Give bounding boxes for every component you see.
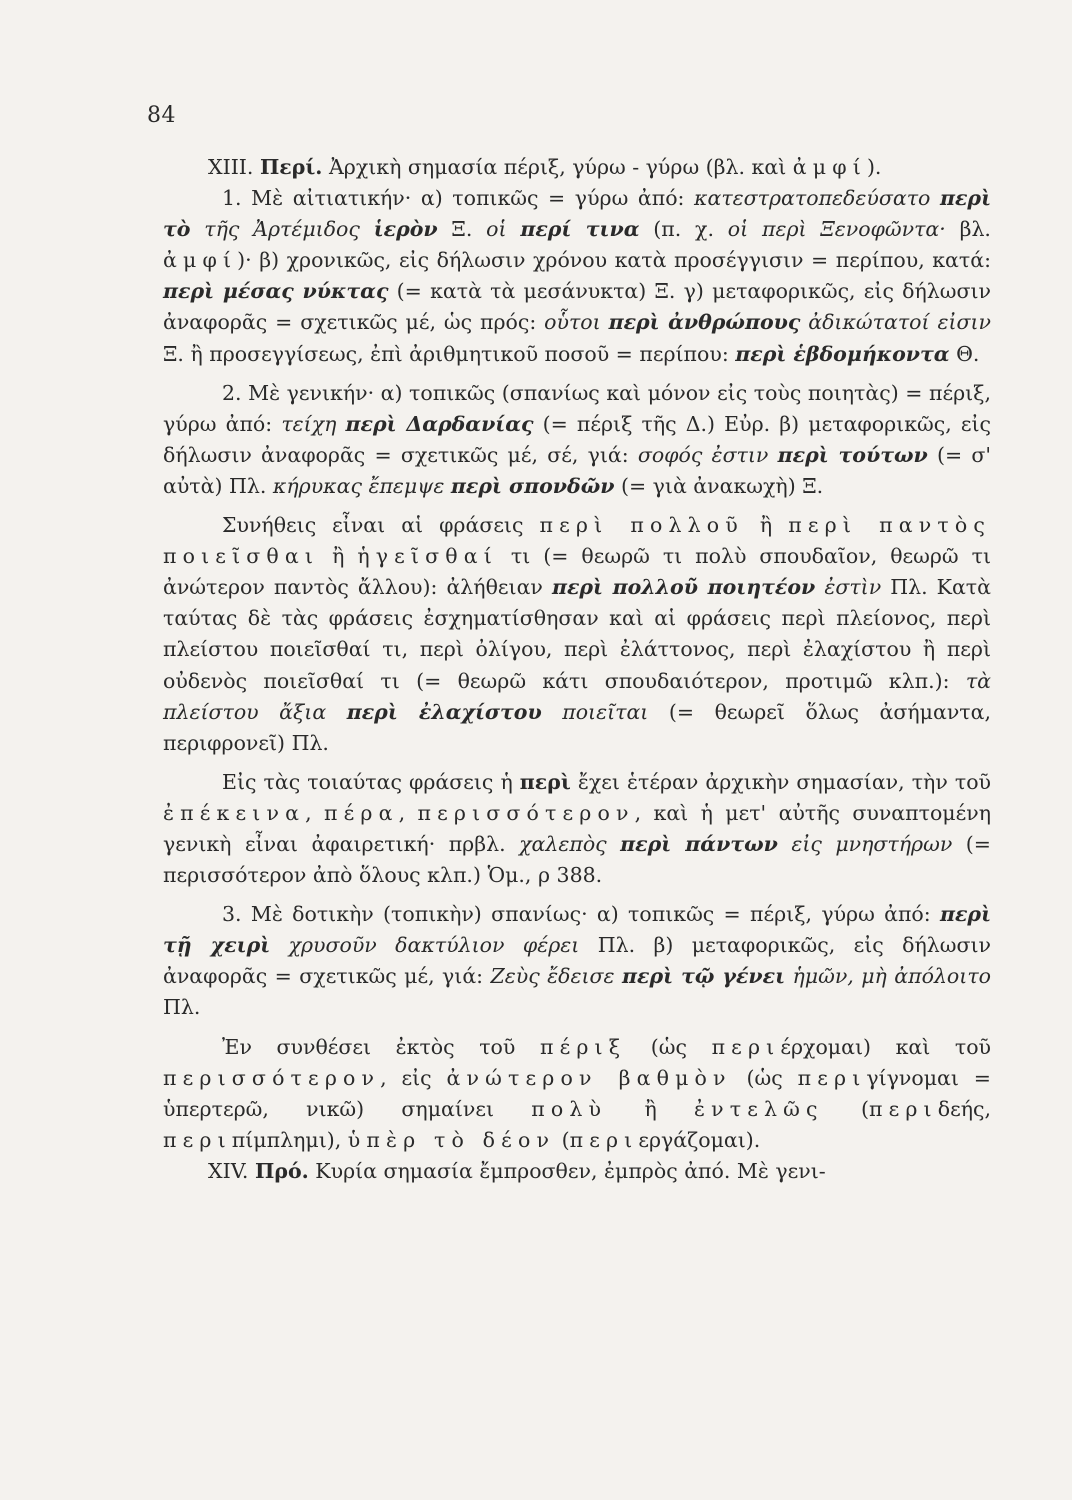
section-headword: Περί. <box>259 155 323 179</box>
paragraph-phrases: Συνήθεις εἶναι αἱ φράσεις περὶ πολλοῦ ἢ περὶ παντὸς ποιεῖσθαι ἢ ἡγεῖσθαί τι (= θεωρῶ τι πολὺ σπουδαῖον, θεωρῶ τι ἀνώτερον παντὸς ἄλλου): ἀλήθειαν περὶ πολλοῦ ποιητέον ἐστὶν Πλ. Κατὰ ταύτας δὲ τὰς φράσεις ἐσχηματίσθησαν καὶ αἱ φράσεις περὶ πλείονος, περὶ πλείστου ποιεῖσθαί τι, περὶ ὀλίγου, περὶ ἐλάττονος, περὶ ἐλαχίστου ἢ περὶ οὐδενὸς ποιεῖσθαί τι (= θεωρῶ κάτι σπουδαιότερον, προτιμῶ κλπ.): τὰ πλείστου ἄξια περὶ ἐλαχίστου ποιεῖται (= θεωρεῖ ὅλως ἀσήμαντα, περιφρονεῖ) Πλ. <box>163 513 991 755</box>
section-headword: Πρό. <box>254 1158 309 1183</box>
paragraph-accusative: 1. Μὲ αἰτιατικήν· α) τοπικῶς = γύρω ἀπό: κατεστρατοπεδεύσατο περὶ τὸ τῆς Ἀρτέμιδος ἱερὸν Ξ. οἱ περί τινα (π. χ. οἱ περὶ Ξενοφῶντα· βλ. ἀμφί)· β) χρονικῶς, εἰς δήλωσιν χρόνου κατὰ προσέγγισιν = περίπου, κατά: περὶ μέσας νύκτας (= κατὰ τὰ μεσάνυκτα) Ξ. γ) μεταφορικῶς, εἰς δήλωσιν ἀναφορᾶς = σχετικῶς μέ, ὡς πρός: οὗτοι περὶ ἀνθρώπους ἀδικώτατοί εἰσιν Ξ. ἢ προσεγγίσεως, ἐπὶ ἀριθμητικοῦ ποσοῦ = περίπου: περὶ ἑβδομήκοντα Θ. <box>163 186 991 366</box>
section-numeral: XIV. <box>208 1158 249 1183</box>
section-xiv-intro: XIV. Πρό. Κυρία σημασία ἔμπροσθεν, ἐμπρὸς ἀπό. Μὲ γενι- <box>208 1158 826 1183</box>
paragraph-composition: Ἐν συνθέσει ἐκτὸς τοῦ πέριξ (ὡς περιέρχομαι) καὶ τοῦ περισσότερον, εἰς ἀνώτερον βαθμὸν (ὡς περιγίγνομαι = ὑπερτερῶ, νικῶ) σημαίνει πολὺ ἢ ἐντελῶς (περιδεής, περιπίμπλημι), ὑπὲρ τὸ δέον (περιεργάζομαι). <box>163 1034 992 1152</box>
section-numeral: XIII. <box>208 155 254 179</box>
paragraph-meaning: Εἰς τὰς τοιαύτας φράσεις ἡ περὶ ἔχει ἑτέραν ἀρχικὴν σημασίαν, τὴν τοῦ ἐπέκεινα, πέρα, περισσότερον, καὶ ἡ μετ' αὐτῆς συναπτομένη γενικὴ εἶναι ἀφαιρετική· πρβλ. χαλεπὸς περὶ πάντων εἰς μνηστήρων (= περισσότερον ἀπὸ ὅλους κλπ.) Ὁμ., ρ 388. <box>163 769 992 888</box>
main-text <box>163 152 991 1187</box>
paragraph-genitive: 2. Μὲ γενικήν· α) τοπικῶς (σπανίως καὶ μόνον εἰς τοὺς ποιητὰς) = πέριξ, γύρω ἀπό: τείχη περὶ Δαρδανίας (= πέριξ τῆς Δ.) Εὐρ. β) μεταφορικῶς, εἰς δήλωσιν ἀναφορᾶς = σχετικῶς μέ, σέ, γιά: σοφός ἐστιν περὶ τούτων (= σ' αὐτὰ) Πλ. κήρυκας ἔπεμψε περὶ σπονδῶν (= γιὰ ἀνακωχὴ) Ξ. <box>163 380 991 498</box>
section-xiii-intro: XIII. Περί. Ἀρχικὴ σημασία πέριξ, γύρω - γύρω (βλ. καὶ ἀμφί). <box>208 155 882 179</box>
paragraph-dative: 3. Μὲ δοτικὴν (τοπικὴν) σπανίως· α) τοπικῶς = πέριξ, γύρω ἀπό: περὶ τῇ χειρὶ χρυσοῦν δακτύλιον φέρει Πλ. β) μεταφορικῶς, εἰς δήλωσιν ἀναφορᾶς = σχετικῶς μέ, γιά: Ζεὺς ἔδεισε περὶ τῷ γένει ἡμῶν, μὴ ἀπόλοιτο Πλ. <box>163 902 991 1020</box>
page-number: 84 <box>147 103 176 128</box>
